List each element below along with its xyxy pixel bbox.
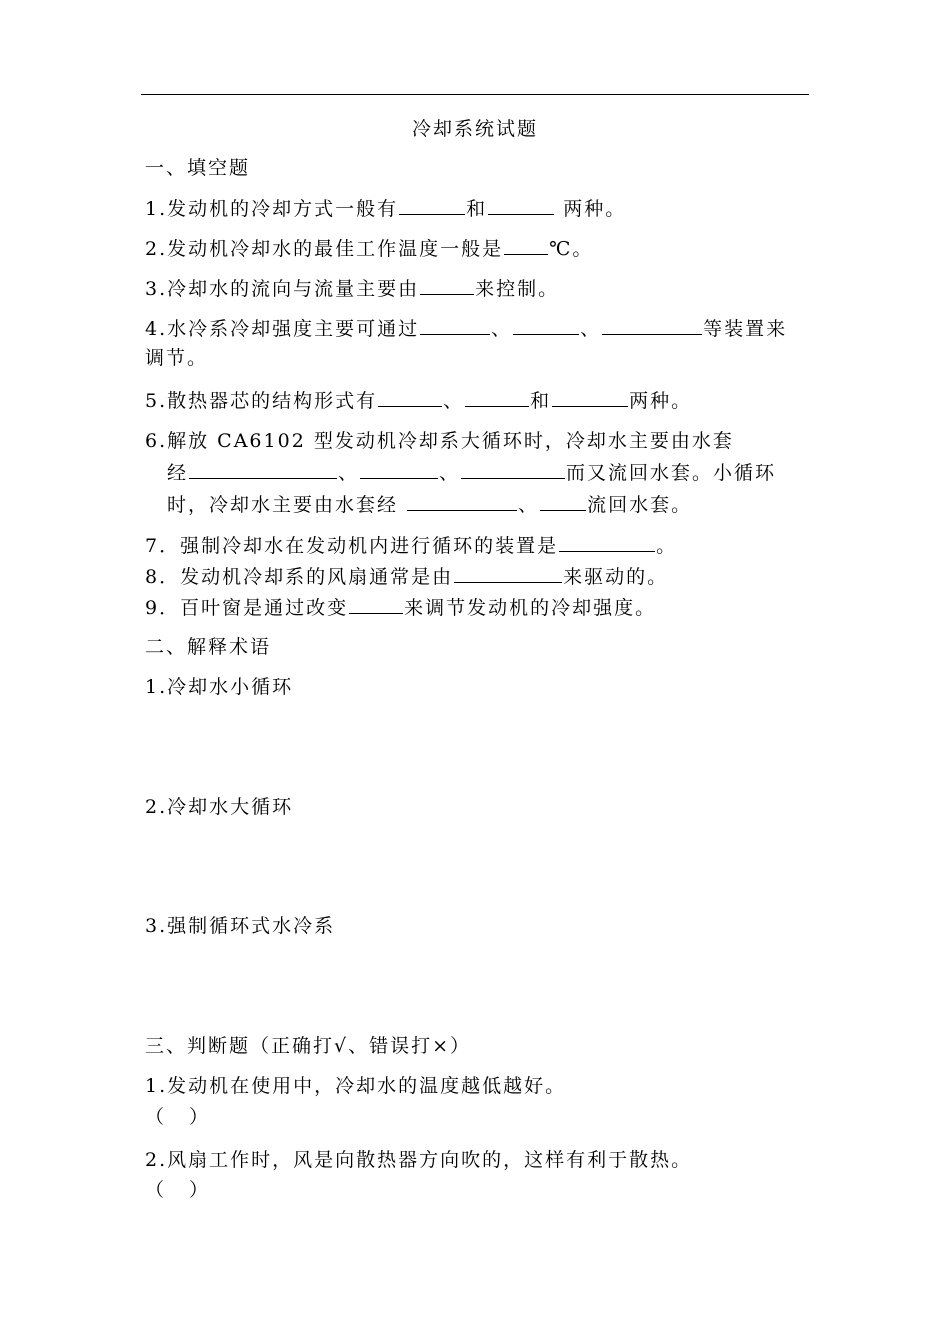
blank[interactable]	[559, 533, 655, 552]
q4-end: 等装置来	[703, 318, 788, 340]
blank[interactable]	[504, 236, 548, 255]
q5-end: 两种。	[629, 390, 693, 412]
judge-1: 1.发动机在使用中，冷却水的温度越低越好。	[145, 1075, 567, 1097]
blank[interactable]	[513, 316, 579, 335]
q6-text: 经	[167, 462, 189, 484]
question-6-line2	[167, 460, 776, 485]
q1-end: 两种。	[555, 198, 627, 220]
blank[interactable]	[420, 316, 490, 335]
section-heading-terms: 二、解释术语	[145, 636, 272, 658]
question-7	[145, 533, 677, 558]
question-5	[145, 388, 692, 413]
blank[interactable]	[552, 388, 628, 407]
blank[interactable]	[399, 196, 465, 215]
q7-text: 7．强制冷却水在发动机内进行循环的装置是	[145, 535, 559, 557]
blank[interactable]	[407, 492, 517, 511]
question-3	[145, 276, 559, 301]
question-4-cont: 调节。	[145, 347, 209, 369]
page-title: 冷却系统试题	[411, 118, 538, 140]
header-rule	[141, 94, 809, 95]
question-4	[145, 316, 787, 341]
question-2	[145, 236, 593, 261]
q8-text: 8．发动机冷却系的风扇通常是由	[145, 566, 454, 588]
q9-end: 来调节发动机的冷却强度。	[404, 597, 657, 619]
section-heading-fill-blank: 一、填空题	[145, 157, 251, 179]
question-1	[145, 196, 626, 221]
question-6: 6.解放 CA6102 型发动机冷却系大循环时，冷却水主要由水套	[145, 430, 734, 452]
q4-text: 4.水冷系冷却强度主要可通过	[145, 318, 420, 340]
q4-sep: 、	[580, 318, 602, 340]
q2-text: 2.发动机冷却水的最佳工作温度一般是	[145, 238, 504, 260]
blank[interactable]	[602, 316, 702, 335]
q3-end: 来控制。	[475, 278, 560, 300]
q6-sep: 、	[338, 462, 360, 484]
judge-2: 2.风扇工作时，风是向散热器方向吹的，这样有利于散热。	[145, 1149, 693, 1171]
q2-end: ℃。	[549, 238, 594, 260]
question-8	[145, 564, 668, 589]
q6-text-3: 时，冷却水主要由水套经	[167, 494, 407, 516]
blank[interactable]	[465, 388, 529, 407]
q7-end: 。	[656, 535, 678, 557]
question-6-line3	[167, 492, 692, 517]
section-heading-true-false: 三、判断题（正确打√、错误打×）	[145, 1035, 472, 1057]
question-9	[145, 595, 656, 620]
q1-text: 1.发动机的冷却方式一般有	[145, 198, 399, 220]
blank[interactable]	[378, 388, 442, 407]
q6-sep: 、	[439, 462, 461, 484]
q5-and: 和	[530, 390, 552, 412]
q4-sep: 、	[491, 318, 513, 340]
q5-text: 5.散热器芯的结构形式有	[145, 390, 378, 412]
term-3: 3.强制循环式水冷系	[145, 915, 336, 937]
q8-end: 来驱动的。	[563, 566, 669, 588]
q6-end: 流回水套。	[587, 494, 693, 516]
q1-and: 和	[466, 198, 488, 220]
q9-text: 9．百叶窗是通过改变	[145, 597, 349, 619]
blank[interactable]	[420, 276, 474, 295]
q6-sep: 、	[518, 494, 540, 516]
term-1: 1.冷却水小循环	[145, 676, 294, 698]
blank[interactable]	[454, 564, 562, 583]
q3-text: 3.冷却水的流向与流量主要由	[145, 278, 420, 300]
blank[interactable]	[488, 196, 554, 215]
term-2: 2.冷却水大循环	[145, 796, 294, 818]
blank[interactable]	[360, 460, 438, 479]
q5-sep: 、	[443, 390, 465, 412]
blank[interactable]	[349, 595, 403, 614]
blank[interactable]	[540, 492, 586, 511]
answer-parentheses[interactable]: （ ）	[145, 1106, 209, 1128]
blank[interactable]	[461, 460, 565, 479]
answer-parentheses[interactable]: （ ）	[145, 1179, 209, 1201]
q6-text-2: 而又流回水套。小循环	[566, 462, 777, 484]
blank[interactable]	[189, 460, 337, 479]
